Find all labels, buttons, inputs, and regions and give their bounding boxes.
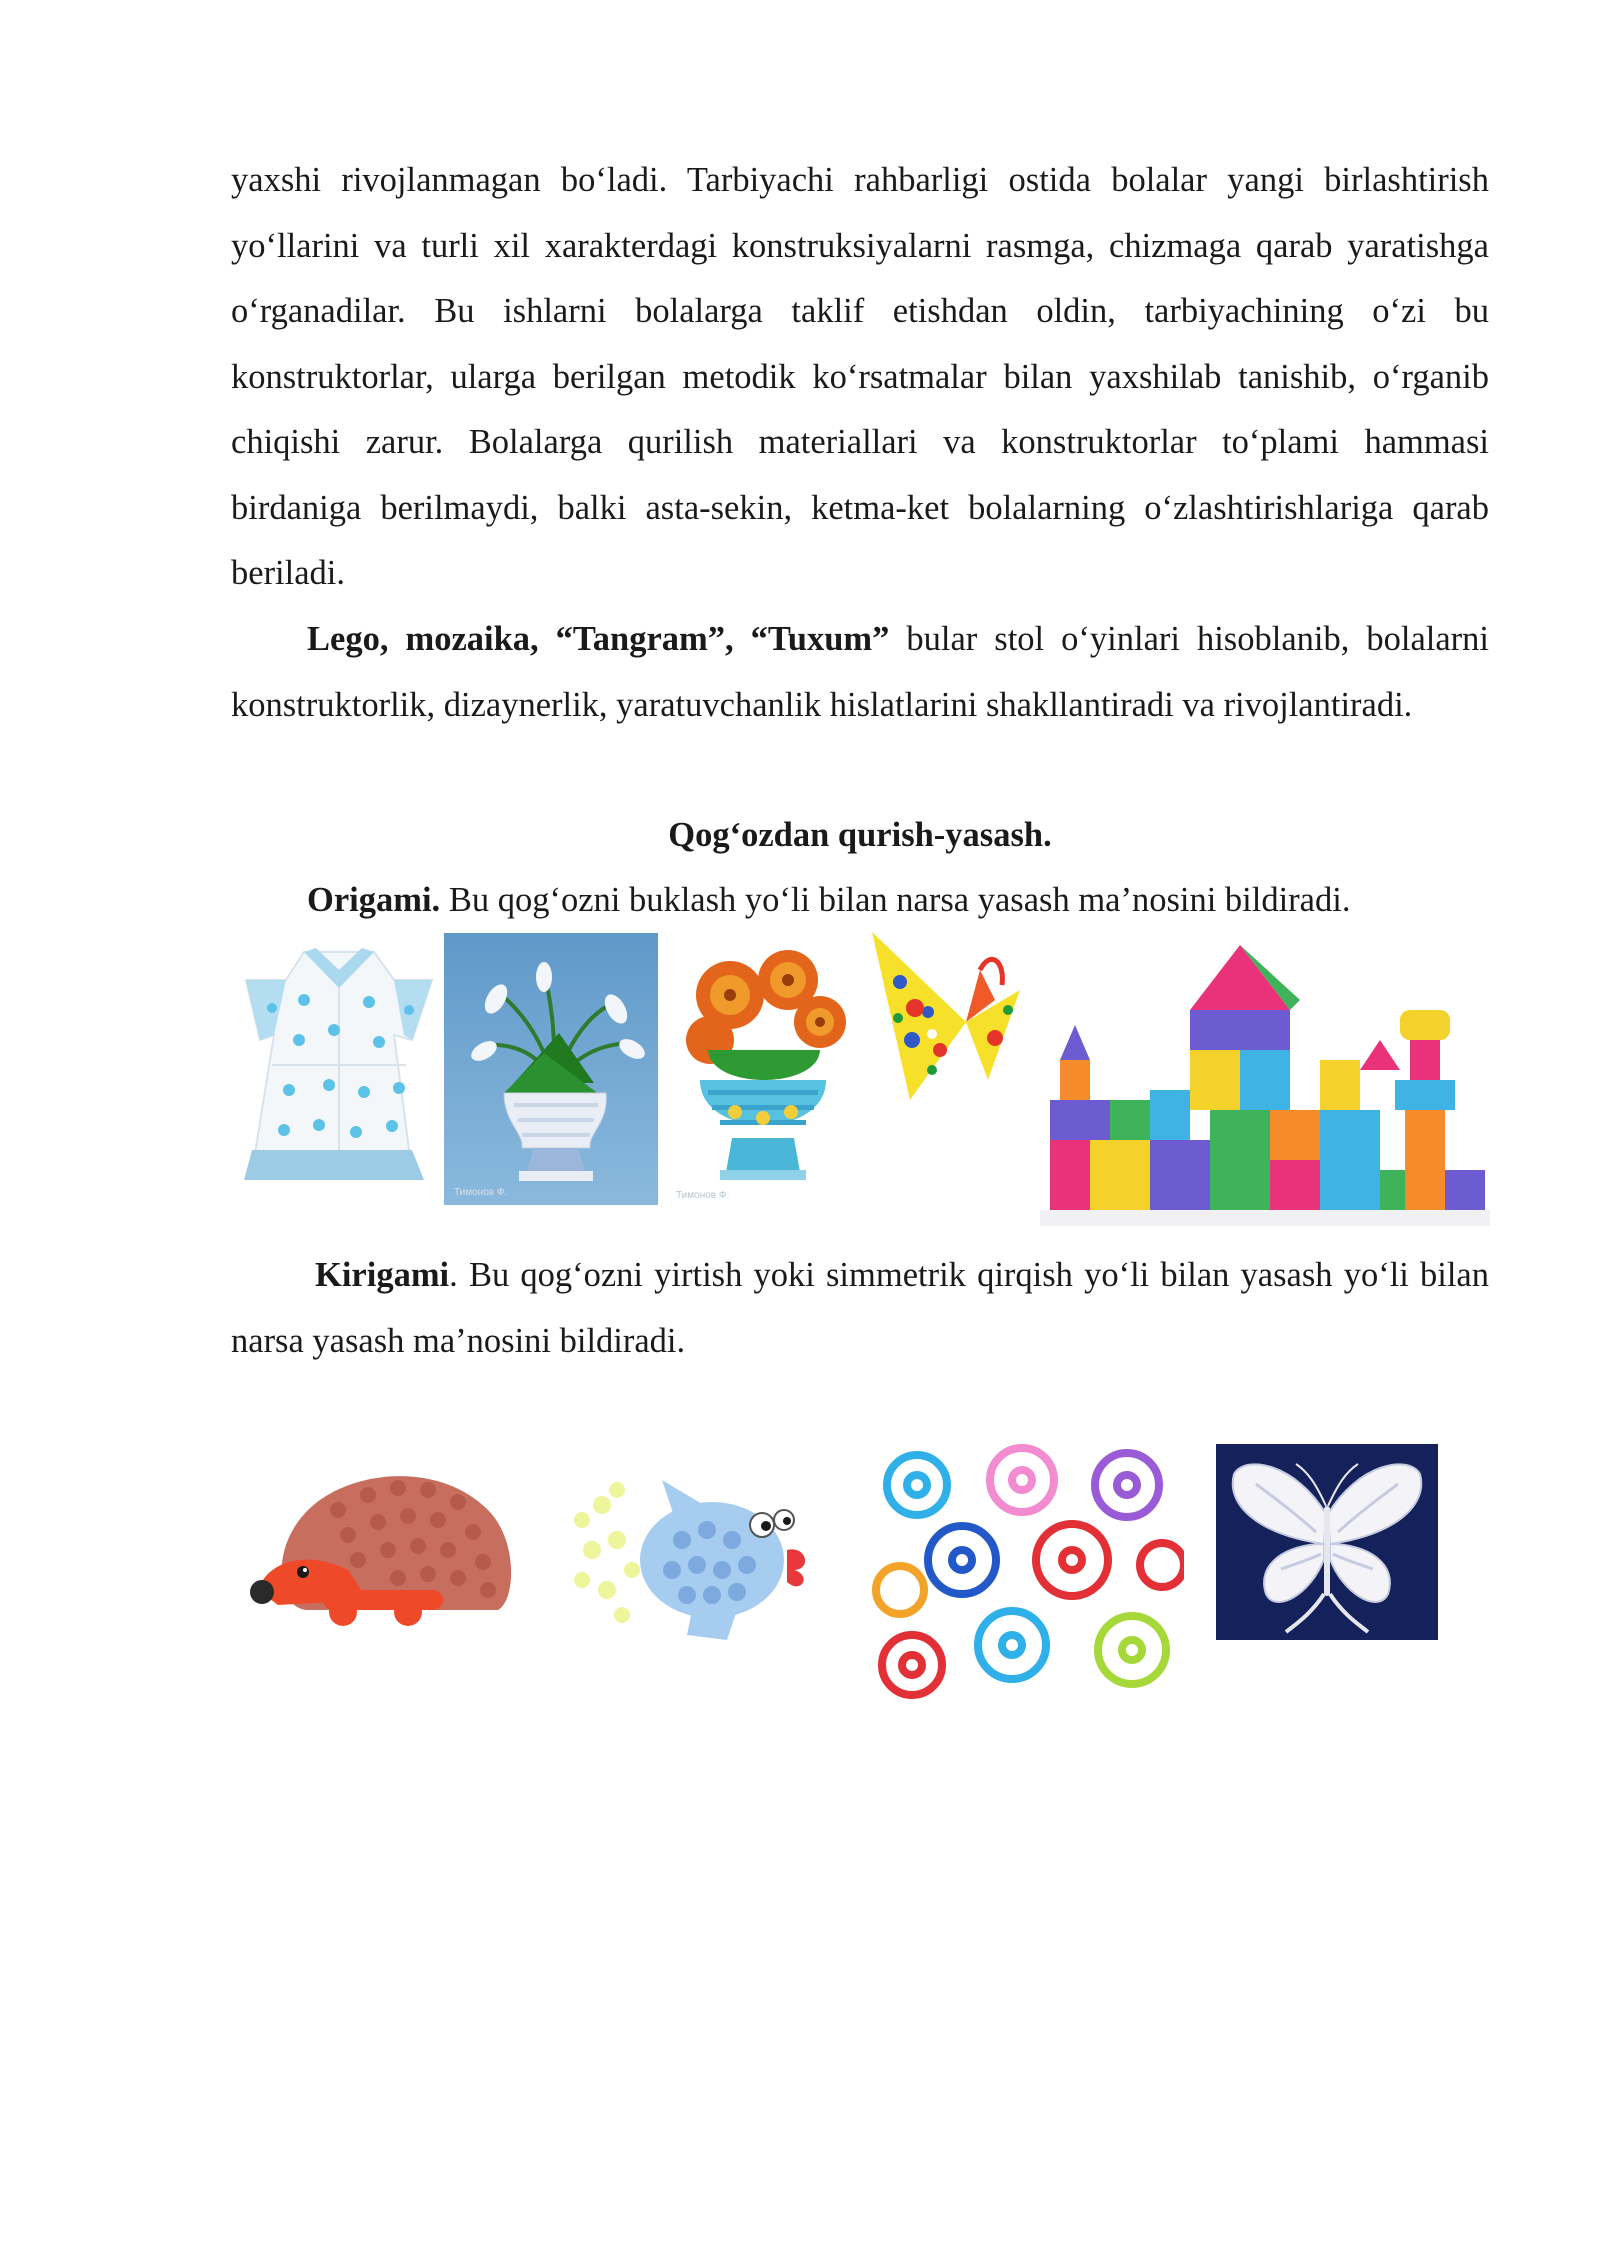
kirigami-term: Kirigami [315,1256,450,1294]
paper-hedgehog-image [248,1450,520,1636]
snowdrop-watermark: Тимонов Ф. [454,1187,508,1198]
modular-origami-flower-vase-image [670,940,856,1206]
kirigami-figure-row [0,1430,1600,1710]
section-heading: Qog‘ozdan qurish-yasash. [668,816,1052,854]
origami-butterfly-image [870,930,1026,1110]
foam-building-blocks-castle-image [1040,940,1490,1230]
paper-fish-image [562,1470,816,1642]
origami-paragraph [231,868,1489,934]
paper-butterfly-image [1216,1444,1438,1640]
paragraph-1 [231,148,1489,607]
cut-paper-flowers-image [872,1440,1184,1700]
flower-vase-watermark: Тимонов Ф. [676,1190,730,1201]
paragraph-2 [231,607,1489,738]
origami-definition: Bu qog‘ozni buklash yo‘li bilan narsa yasash ma’nosini bildiradi. [440,881,1351,919]
paragraph-2-text: bular stol o‘yinlari hisoblanib, bolalarni konstruktorlik, dizaynerlik, yaratuvchanlik hislatlarini shakllantiradi va rivojlantiradi. [231,620,1489,724]
paragraph-1-text: yaxshi rivojlanmagan bo‘ladi. Tarbiyachi rahbarligi ostida bolalar yangi birlashtirish yo‘llarini va turli xil xarakterdagi konstruksiyalarni rasmga, chizmaga qarab yaratishga o‘rganadilar. Bu ishlarni bolalarga taklif etishdan oldin, tarbiyachining o‘zi bu konstruktorlar, ularga berilgan metodik ko‘rsatmalar bilan yaxshilab tanishib, o‘rganib chiqishi zarur. Bolalarga qurilish materiallari va konstruktorlar to‘plami hammasi birdaniga berilmaydi, balki asta-sekin, ketma-ket bolalarning o‘zlashtirishlariga qarab beriladi. [231,161,1489,592]
origami-dress-image [244,940,434,1188]
kirigami-paragraph [231,1243,1489,1374]
section-heading-block [231,803,1489,869]
kirigami-definition: . Bu qog‘ozni yirtish yoki simmetrik qirqish yo‘li bilan yasash yo‘li bilan narsa yasash ma’nosini bildiradi. [231,1256,1489,1360]
origami-term: Origami. [307,881,441,919]
paragraph-2-bold: Lego, mozaika, “Tangram”, “Tuxum” [307,620,890,658]
modular-origami-snowdrop-vase-image [444,933,658,1205]
origami-figure-row [0,930,1600,1230]
